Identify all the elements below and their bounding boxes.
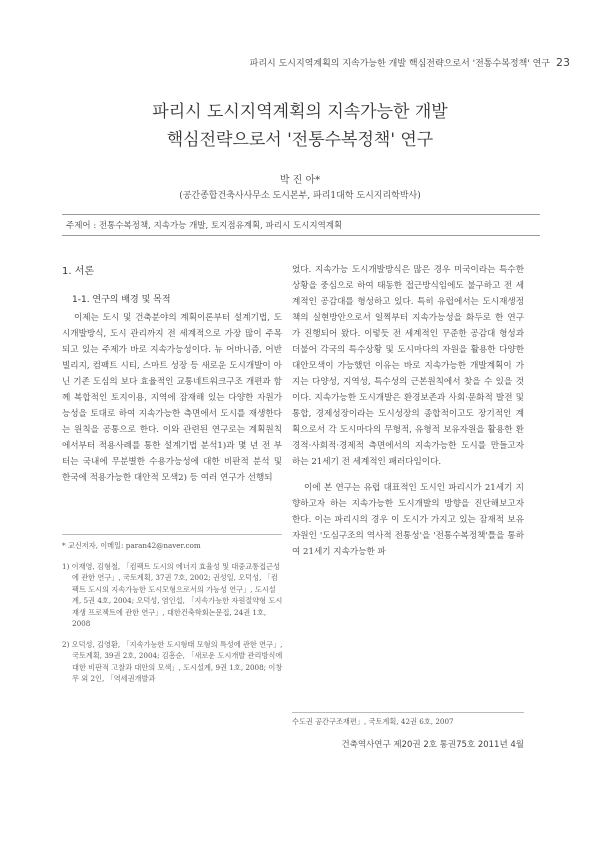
footnote-1: 1) 이재영, 김형철, 「컴팩트 도시의 에너지 효율성 및 대중교통접근성에 관한 연구」, 국토계획, 37권 7호, 2002; 권성일, 오덕성, 「컴팩트 도시의 지속가능한 도시모형으로서의 가능성 연구」, 도시설계, 5권 4호, 2004; 오덕성, 염인섭, 「지속가능한 자원절약형 도시재생 프로젝트에 관한 연구」, 대한건축학회논문집, 24권 1호, 2008 bbox=[62, 561, 283, 628]
running-head bbox=[170, 56, 570, 69]
page-number: 23 bbox=[556, 56, 570, 69]
footnote-divider bbox=[292, 712, 524, 713]
body-paragraph: 이제는 도시 및 건축분야의 계획이론부터 설계기법, 도시개발방식, 도시 관리까지 전 세계적으로 가장 많이 주목되고 있는 주제가 바로 지속가능성이다. 뉴 어바니즘, 어반 빌리지, 컴팩트 시티, 스마트 성장 등 새로운 도시개발이 아닌 기존 도심의 보다 효율적인 교통네트워크구조 개편과 함께 복합적인 토지이용, 지역에 잠재해 있는 다양한 자원가능성을 토대로 하여 지속가능한 측면에서 도시를 재생한다는 원칙을 공통으로 한다. 이와 관련된 연구로는 계획원칙에서부터 적용사례를 통한 설계기법 분석1)과 몇 년 전 부터는 국내에 무분별한 수용가능성에 대한 비판적 분석 및 한국에 적용가능한 대안적 모색2) 등 여러 연구가 선행되 bbox=[62, 313, 282, 483]
body-paragraph: 이에 본 연구는 유럽 대표적인 도시인 파리시가 21세기 지향하고자 하는 지속가능한 도시개발의 방향을 진단해보고자 한다. 이는 파리시의 경우 이 도시가 가지고 있는 잠재적 보유자원인 '도심구조의 역사적 전통성'을 '전통수복정책'틀을 통하여 21세기 지속가능한 파 bbox=[292, 483, 524, 557]
section-heading: 1. 서론 bbox=[62, 266, 95, 277]
right-column bbox=[292, 262, 524, 560]
title-line-1: 파리시 도시지역계획의 지속가능한 개발 bbox=[152, 102, 448, 122]
subsection-heading: 1-1. 연구의 배경 및 목적 bbox=[72, 295, 171, 305]
footnotes bbox=[62, 540, 284, 694]
title-line-2: 핵심전략으로서 '전통수복정책' 연구 bbox=[166, 130, 434, 150]
keywords-box: 주제어 : 전통수복정책, 지속가능 개발, 토지점유계획, 파리시 도시지역계획 bbox=[62, 214, 540, 236]
author-name: 박 진 아* bbox=[279, 175, 321, 186]
footnote-2: 2) 오덕성, 김영환, 「지속가능한 도시형태 모형의 특성에 관한 연구」, 국토계획, 39권 2호, 2004; 김흥순, 「새로운 도시개발 관리방식에 대한 비판적 고찰과 대안의 모색」, 도시설계, 9권 1호, 2008; 이창무 외 2인, 「역세권개발과 bbox=[62, 639, 283, 683]
author-footnote: * 교신저자, 이메일: paran42@naver.com bbox=[62, 541, 201, 550]
paper-title bbox=[60, 98, 540, 154]
footnote-continuation: 수도권 공간구조재편」, 국토계획, 42권 6호, 2007 bbox=[292, 717, 454, 726]
body-paragraph: 었다. 지속가능 도시개발방식은 많은 경우 미국이라는 특수한 상황을 중심으로 하여 태동한 접근방식임에도 불구하고 전 세계적인 공감대를 형성하고 있다. 특히 유럽에서는 도시재생정책의 실현방안으로서 일찍부터 지속가능성을 화두로 한 연구가 진행되어 왔다. 이렇듯 전 세계적인 꾸준한 공감대 형성과 더불어 각국의 특수상황 및 도시마다의 자원을 활용한 다양한 대안모색이 가능했던 이유는 바로 지속가능한 개발계획이 가지는 다양성, 지역성, 특수성의 근본원칙에서 찾을 수 있을 것이다. 지속가능한 도시개발은 환경보존과 사회·문화적 발전 및 통합, 경제성장이라는 도시성장의 종합적이고도 장기적인 계획으로서 각 도시마다의 무형적, 유형적 보유자원을 활용한 환경적·사회적·경제적 측면에서의 지속가능한 도시를 만들고자 하는 21세기 전 세계적인 패러다임이다. bbox=[292, 265, 524, 467]
left-column bbox=[62, 264, 282, 486]
author-affiliation: (공간종합건축사사무소 도시본부, 파리1대학 도시지리학박사) bbox=[179, 191, 421, 201]
footnote-divider bbox=[62, 534, 282, 535]
running-head-text: 파리시 도시지역계획의 지속가능한 개발 핵심전략으로서 '전통수복정책' 연구 bbox=[249, 59, 550, 69]
journal-footer: 건축역사연구 제20권 2호 통권75호 2011년 4월 bbox=[341, 740, 524, 750]
